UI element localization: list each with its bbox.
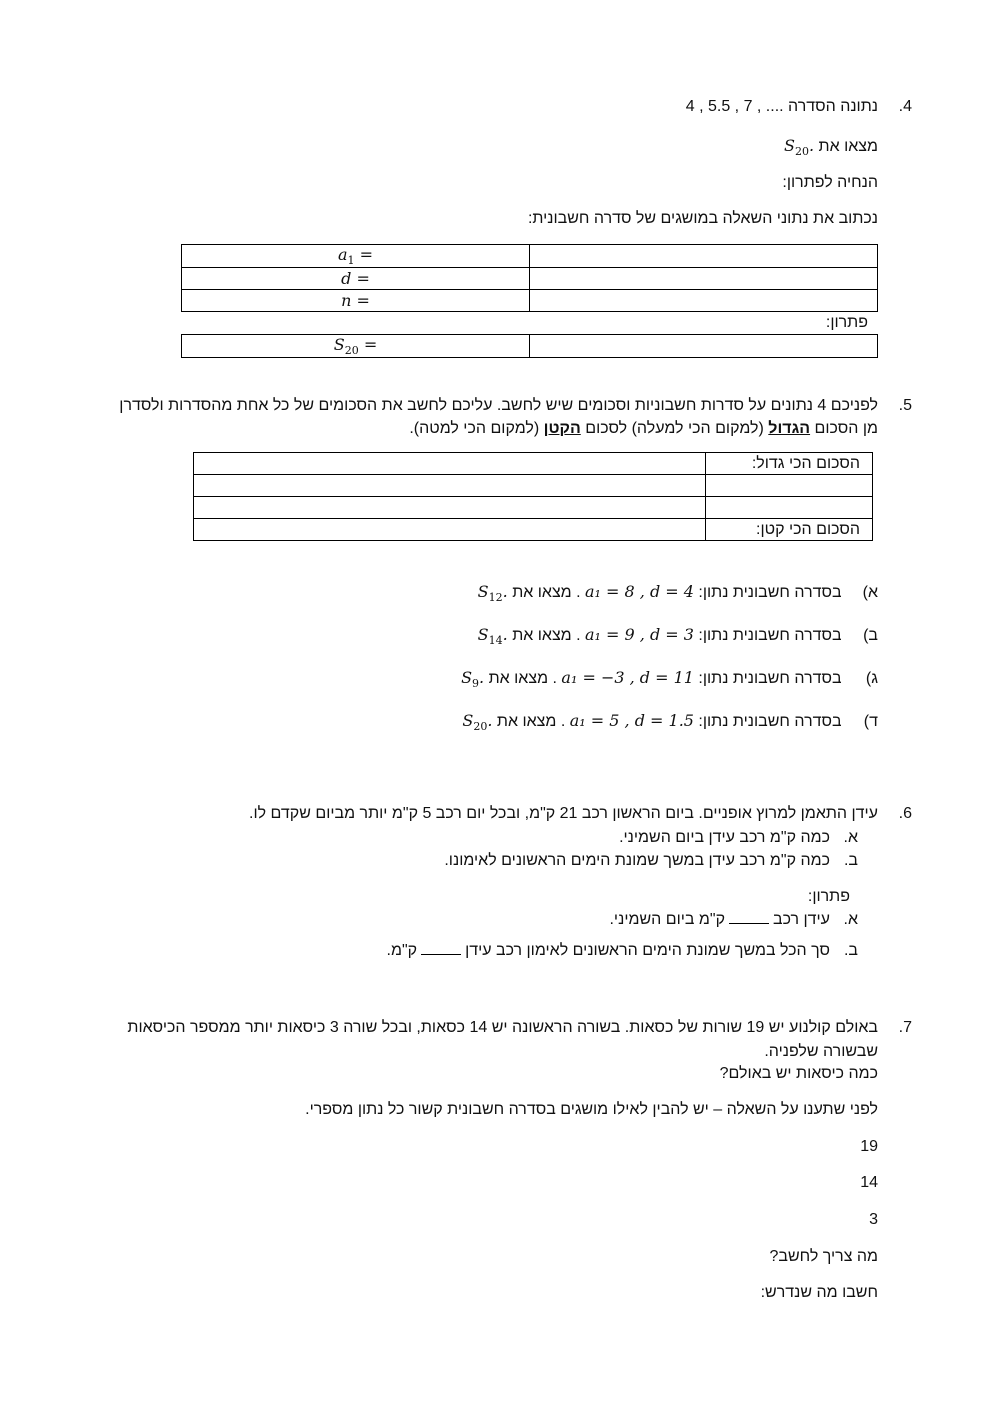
q7-number-3: 3: [869, 1211, 878, 1228]
q5-order-table: [193, 452, 873, 541]
q4-solution-label: פתרון:: [825, 314, 868, 331]
q5-item-d: ד) בסדרה חשבונית נתון: a₁ = 5 , d = 1.5 . מצאו את $S_{20}$.: [462, 711, 878, 734]
q4-table-row: [182, 268, 878, 290]
q4-instruction: נכתוב את נתוני השאלה במושגים של סדרה חשבונית:: [527, 210, 878, 227]
q5-order-label-3: [706, 497, 873, 519]
q6-text: עידן התאמן למרוץ אופניים. ביום הראשון רכב 21 ק"מ, ובכל יום רכב 5 ק"מ יותר מביום שקדם לו.: [249, 805, 878, 822]
q6-answer-a-blank[interactable]: [729, 913, 769, 924]
q5-largest-label: הסכום הכי גדול:: [706, 453, 873, 475]
q4-row-d: d =: [182, 268, 530, 290]
q7-number-14: 14: [860, 1174, 878, 1191]
q4-row-s20: $S_{20}$ =: [182, 335, 530, 358]
q5-order-input-1[interactable]: [194, 453, 706, 475]
q4-answer-cell-d[interactable]: [530, 268, 878, 290]
q7-what: מה צריך לחשב?: [769, 1248, 878, 1265]
q7-number: .7: [898, 1019, 912, 1036]
q5-order-row: [194, 453, 873, 475]
q4-answer-cell-a1[interactable]: [530, 245, 878, 268]
q5-order-row: [194, 519, 873, 541]
q7-compute: חשבו מה שנדרש:: [760, 1284, 878, 1301]
q4-row-n: n =: [182, 290, 530, 312]
q4-hint: הנחיה לפתרון:: [782, 174, 878, 191]
q6-sub-a: א.כמה ק"מ רכב עידן ביום השמיני.: [619, 829, 858, 846]
q5-line1: לפניכם 4 נתונים על סדרות חשבוניות וסכומים שיש לחשב. עליכם לחשב את הסכומים של כל אחת מהסדרות ולסדרן: [119, 397, 878, 414]
q5-order-row: [194, 497, 873, 519]
q4-find: [784, 136, 878, 158]
q4-answer-cell-s20[interactable]: [530, 335, 878, 358]
q4-answer-row: [182, 335, 878, 358]
q4-find-var: $S_{20}$.: [784, 136, 815, 159]
q5-order-input-2[interactable]: [194, 475, 706, 497]
q5-item-c: ג) בסדרה חשבונית נתון: a₁ = −3 , d = 11 . מצאו את $S_9$.: [461, 668, 878, 691]
q6-answer-a: א.עידן רכבק"מ ביום השמיני.: [609, 911, 858, 928]
q4-answer-cell-n[interactable]: [530, 290, 878, 312]
q5-order-input-4[interactable]: [194, 519, 706, 541]
q7-number-19: 19: [860, 1138, 878, 1155]
q6-answer-b-blank[interactable]: [421, 944, 461, 955]
q6-number: .6: [898, 805, 912, 822]
q7-line1: באולם קולנוע יש 19 שורות של כסאות. בשורה הראשונה יש 14 כסאות, ובכל שורה 3 כיסאות יותר ממספר הכיסאות: [127, 1019, 878, 1036]
q6-answer-b: ב.סך הכל במשך שמונת הימים הראשונים לאימון רכב עידןק"מ.: [386, 942, 858, 959]
q7-before: לפני שתענו על השאלה – יש להבין לאילו מושגים בסדרה חשבונית קשור כל נתון מספרי.: [305, 1101, 878, 1118]
q5-small-word: הקטן: [543, 420, 581, 437]
q6-solution-label: פתרון:: [807, 888, 850, 905]
q5-order-row: [194, 475, 873, 497]
q7-line2: שבשורה שלפניה.: [764, 1043, 878, 1060]
q4-table-row: [182, 290, 878, 312]
q5-smallest-label: הסכום הכי קטן:: [706, 519, 873, 541]
q5-number: .5: [898, 397, 912, 414]
q5-big-word: הגדול: [768, 420, 811, 437]
q6-sub-b: ב.כמה ק"מ רכב עידן במשך שמונת הימים הראשונים לאימונו.: [444, 852, 858, 869]
q4-answer-table: [181, 334, 878, 358]
q4-table-row: [182, 245, 878, 268]
q7-question: כמה כיסאות יש באולם?: [719, 1065, 878, 1082]
q5-item-b: ב) בסדרה חשבונית נתון: a₁ = 9 , d = 3 . מצאו את $S_{14}$.: [477, 625, 878, 648]
q4-find-prefix: מצאו את: [818, 138, 878, 155]
q5-item-a: א) בסדרה חשבונית נתון: a₁ = 8 , d = 4 . מצאו את $S_{12}$.: [477, 582, 878, 605]
q4-number: .4: [898, 98, 912, 115]
q5-order-label-2: [706, 475, 873, 497]
q5-line2: מן הסכום הגדול (למקום הכי למעלה) לסכום הקטן (למקום הכי למטה).: [409, 420, 878, 437]
q4-row-a1: $a_1$ =: [182, 245, 530, 268]
q4-text: נתונה הסדרה .... , 7 , 5.5 , 4: [685, 98, 878, 115]
q5-order-input-3[interactable]: [194, 497, 706, 519]
q4-table: [181, 244, 878, 312]
